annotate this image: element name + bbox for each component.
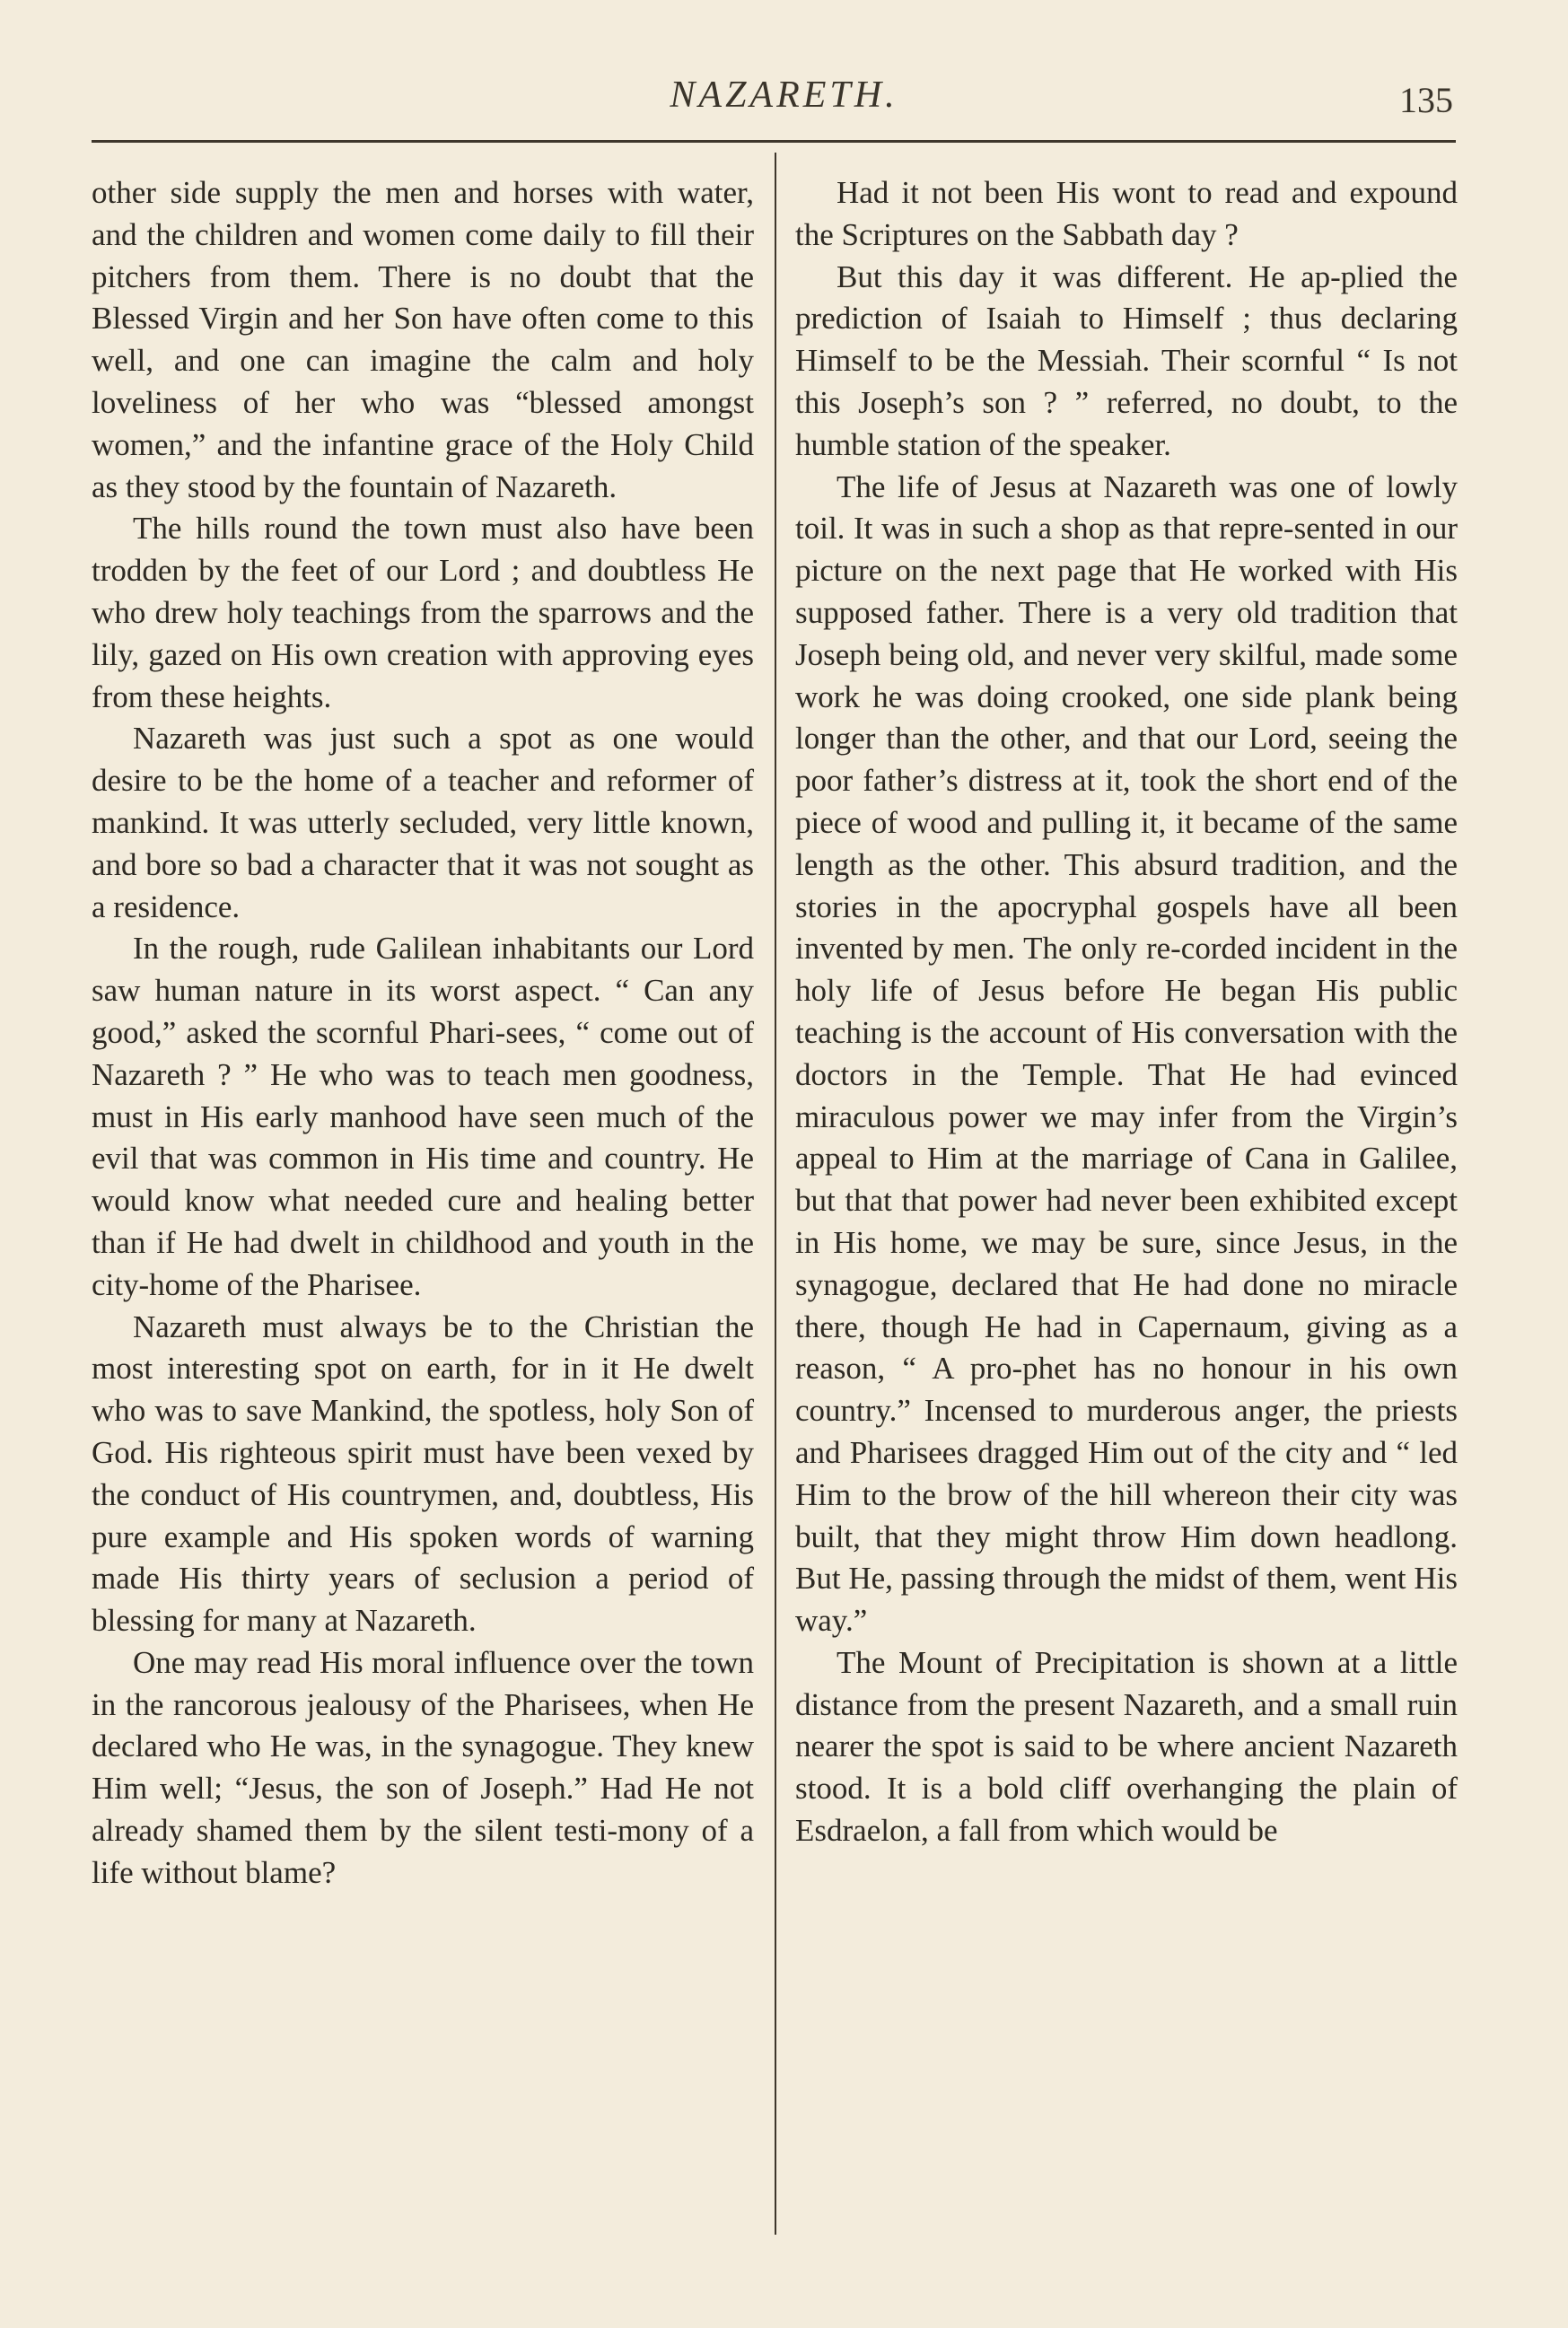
right-column — [795, 172, 1458, 1852]
column-divider — [775, 153, 776, 2235]
paragraph: Had it not been His wont to read and expound the Scriptures on the Sabbath day ? — [795, 175, 1458, 252]
header-rule — [92, 140, 1456, 143]
page-number: 135 — [1399, 80, 1453, 120]
paragraph: Nazareth must always be to the Christian the most interesting spot on earth, for in it He dwelt who was to save Mankind, the spotless, holy Son of God. His righteous spirit must have been vexed by the conduct of His countrymen, and, doubtless, His pure example and His spoken words of warning made His thirty years of seclusion a period of blessing for many at Nazareth. — [92, 1308, 754, 1639]
paragraph: The hills round the town must also have been trodden by the feet of our Lord ; and doubtless He who drew holy teachings from the sparrows and the lily, gazed on His own creation with approving eyes from these heights. — [92, 511, 754, 714]
paragraph: The life of Jesus at Nazareth was one of lowly toil. It was in such a shop as that repre-sented in our picture on the next page that He worked with His supposed father. There is a very old tradition that Joseph being old, and never very skilful, made some work he was doing crooked, one side plank being longer than the other, and that our Lord, seeing the poor father’s distress at it, took the short end of the piece of wood and pulling it, it became of the same length as the other. This absurd tradition, and the stories in the apocryphal gospels have all been invented by men. The only re-corded incident in the holy life of Jesus before He began His public teaching is the account of His conversation with the doctors in the Temple. That He had evinced miraculous power we may infer from the Virgin’s appeal to Him at the marriage of Cana in Galilee, but that that power had never been exhibited except in His home, we may be sure, since Jesus, in the synagogue, declared that He had done no miracle there, though He had in Capernaum, giving as a reason, “ A pro-phet has no honour in his own country.” Incensed to murderous anger, the priests and Pharisees dragged Him out of the city and “ led Him to the brow of the hill whereon their city was built, that they might throw Him down headlong. But He, passing through the midst of them, went His way.” — [795, 468, 1458, 1639]
paragraph: The Mount of Precipitation is shown at a little distance from the present Nazareth, and a small ruin nearer the spot is said to be where ancient Nazareth stood. It is a bold cliff overhanging the plain of Esdraelon, a fall from which would be — [795, 1644, 1458, 1849]
running-title: NAZARETH. — [670, 74, 898, 116]
paragraph: One may read His moral influence over the town in the rancorous jealousy of the Pharisees, when He declared who He was, in the synagogue. They knew Him well; “Jesus, the son of Joseph.” Had He not already shamed them by the silent testi-mony of a life without blame? — [92, 1644, 754, 1890]
running-head — [0, 74, 1568, 127]
left-column — [92, 172, 754, 1895]
paragraph: In the rough, rude Galilean inhabitants our Lord saw human nature in its worst aspect. “ Can any good,” asked the scornful Phari-sees, “ come out of Nazareth ? ” He who was to teach men goodness, must in His early manhood have seen much of the evil that was common in His time and country. He would know what needed cure and healing better than if He had dwelt in childhood and youth in the city-home of the Pharisee. — [92, 931, 754, 1302]
paragraph: But this day it was different. He ap-plied the prediction of Isaiah to Himself ; thus declaring Himself to be the Messiah. Their scornful “ Is not this Joseph’s son ? ” referred, no doubt, to the humble station of the speaker. — [795, 258, 1458, 462]
paragraph: other side supply the men and horses with water, and the children and women come daily to fill their pitchers from them. There is no doubt that the Blessed Virgin and her Son have often come to this well, and one can imagine the calm and holy loveliness of her who was “blessed amongst women,” and the infantine grace of the Holy Child as they stood by the fountain of Nazareth. — [92, 175, 754, 504]
paragraph: Nazareth was just such a spot as one would desire to be the home of a teacher and reformer of mankind. It was utterly secluded, very little known, and bore so bad a character that it was not sought as a residence. — [92, 721, 754, 924]
